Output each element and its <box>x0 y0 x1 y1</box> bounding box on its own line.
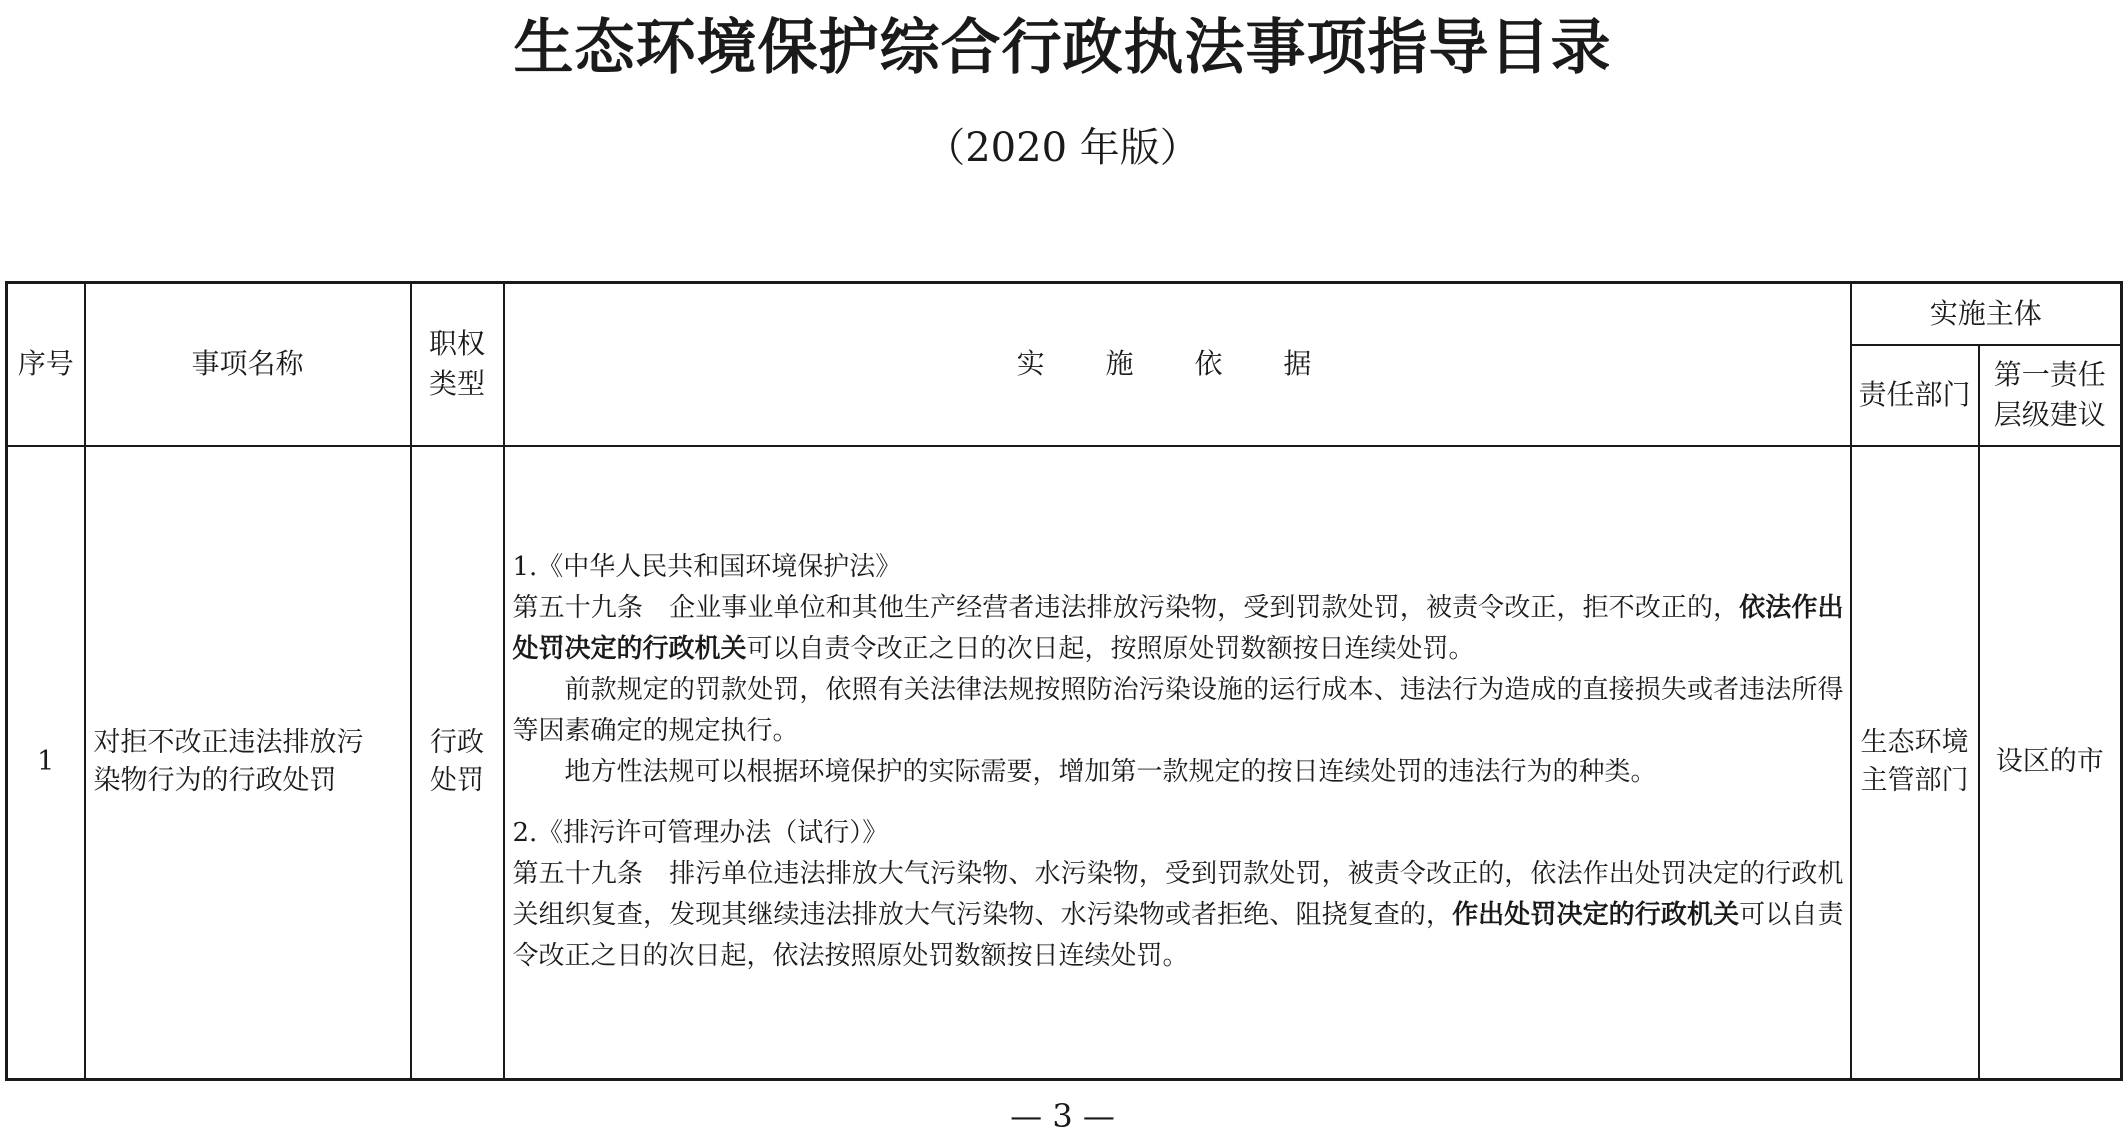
header-authority-type-line2: 类型 <box>428 367 485 401</box>
law1-article-rest: 可以自责令改正之日的次日起，按照原处罚数额按日连续处罚。 <box>746 634 1475 665</box>
document-title: 生态环境保护综合行政执法事项指导目录 <box>513 13 1612 83</box>
law1-title: 1.《中华人民共和国环境保护法》 <box>512 552 902 583</box>
law1-bold-authority: 依法作出处罚决定的行政机关 <box>512 593 1844 665</box>
header-item-name: 事项名称 <box>85 283 411 446</box>
law2-article <box>513 854 1844 977</box>
header-authority-type <box>411 283 504 446</box>
row-authority-type-line1: 行政 <box>430 727 484 759</box>
row-item-name-line1: 对拒不改正违法排放污 <box>93 727 364 759</box>
header-implementer: 实施主体 <box>1851 283 2122 345</box>
row-responsible-dept-line2: 主管部门 <box>1860 765 1969 797</box>
law1-article <box>513 588 1844 670</box>
row-first-level: 设区的市 <box>1979 446 2122 1080</box>
header-authority-type-line1: 职权 <box>428 327 485 361</box>
page-number: — 3 — <box>1010 1097 1115 1135</box>
law2-title: 2.《排污许可管理办法（试行）》 <box>512 818 889 849</box>
header-first-level <box>1979 345 2122 446</box>
row-item-name <box>85 446 411 1080</box>
row-item-name-line2: 染物行为的行政处罚 <box>93 765 337 797</box>
table-header-row <box>7 283 2122 345</box>
law2-bold-authority: 作出处罚决定的行政机关 <box>1452 900 1740 931</box>
row-authority-type-line2: 处罚 <box>430 765 484 797</box>
header-serial: 序号 <box>7 283 85 446</box>
row-basis <box>504 446 1851 1080</box>
header-responsible-dept: 责任部门 <box>1851 345 1979 446</box>
law2-article-rest: 可以自责令改正之日的次日起，依法按照原处罚数额按日连续处罚。 <box>512 900 1844 972</box>
row-serial: 1 <box>7 446 85 1080</box>
row-responsible-dept <box>1851 446 1979 1080</box>
law1-paragraph-3: 地方性法规可以根据环境保护的实际需要，增加第一款规定的按日连续处罚的违法行为的种类。 <box>564 757 1657 788</box>
law2-article-text: 第五十九条 排污单位违法排放大气污染物、水污染物，受到罚款处罚，被责令改正的，依法作出处罚决定的行政机关组织复查，发现其继续违法排放大气污染物、水污染物或者拒绝、阻挠复查的， <box>512 859 1844 931</box>
catalog-table <box>5 281 2123 1081</box>
row-responsible-dept-line1: 生态环境 <box>1860 727 1969 759</box>
row-authority-type <box>411 446 504 1080</box>
law1-article-text: 第五十九条 企业事业单位和其他生产经营者违法排放污染物，受到罚款处罚，被责令改正，拒不改正的， <box>512 593 1740 624</box>
law1-paragraph-2: 前款规定的罚款处罚，依照有关法律法规按照防治污染设施的运行成本、违法行为造成的直接损失或者违法所得等因素确定的规定执行。 <box>512 675 1844 747</box>
edition-label: （2020 年版） <box>925 125 1200 171</box>
table-row <box>7 446 2122 1080</box>
header-first-level-line2: 层级建议 <box>1993 398 2106 431</box>
header-first-level-line1: 第一责任 <box>1993 358 2106 391</box>
header-basis: 实 施 依 据 <box>504 283 1851 446</box>
paragraph-gap <box>513 793 1844 813</box>
